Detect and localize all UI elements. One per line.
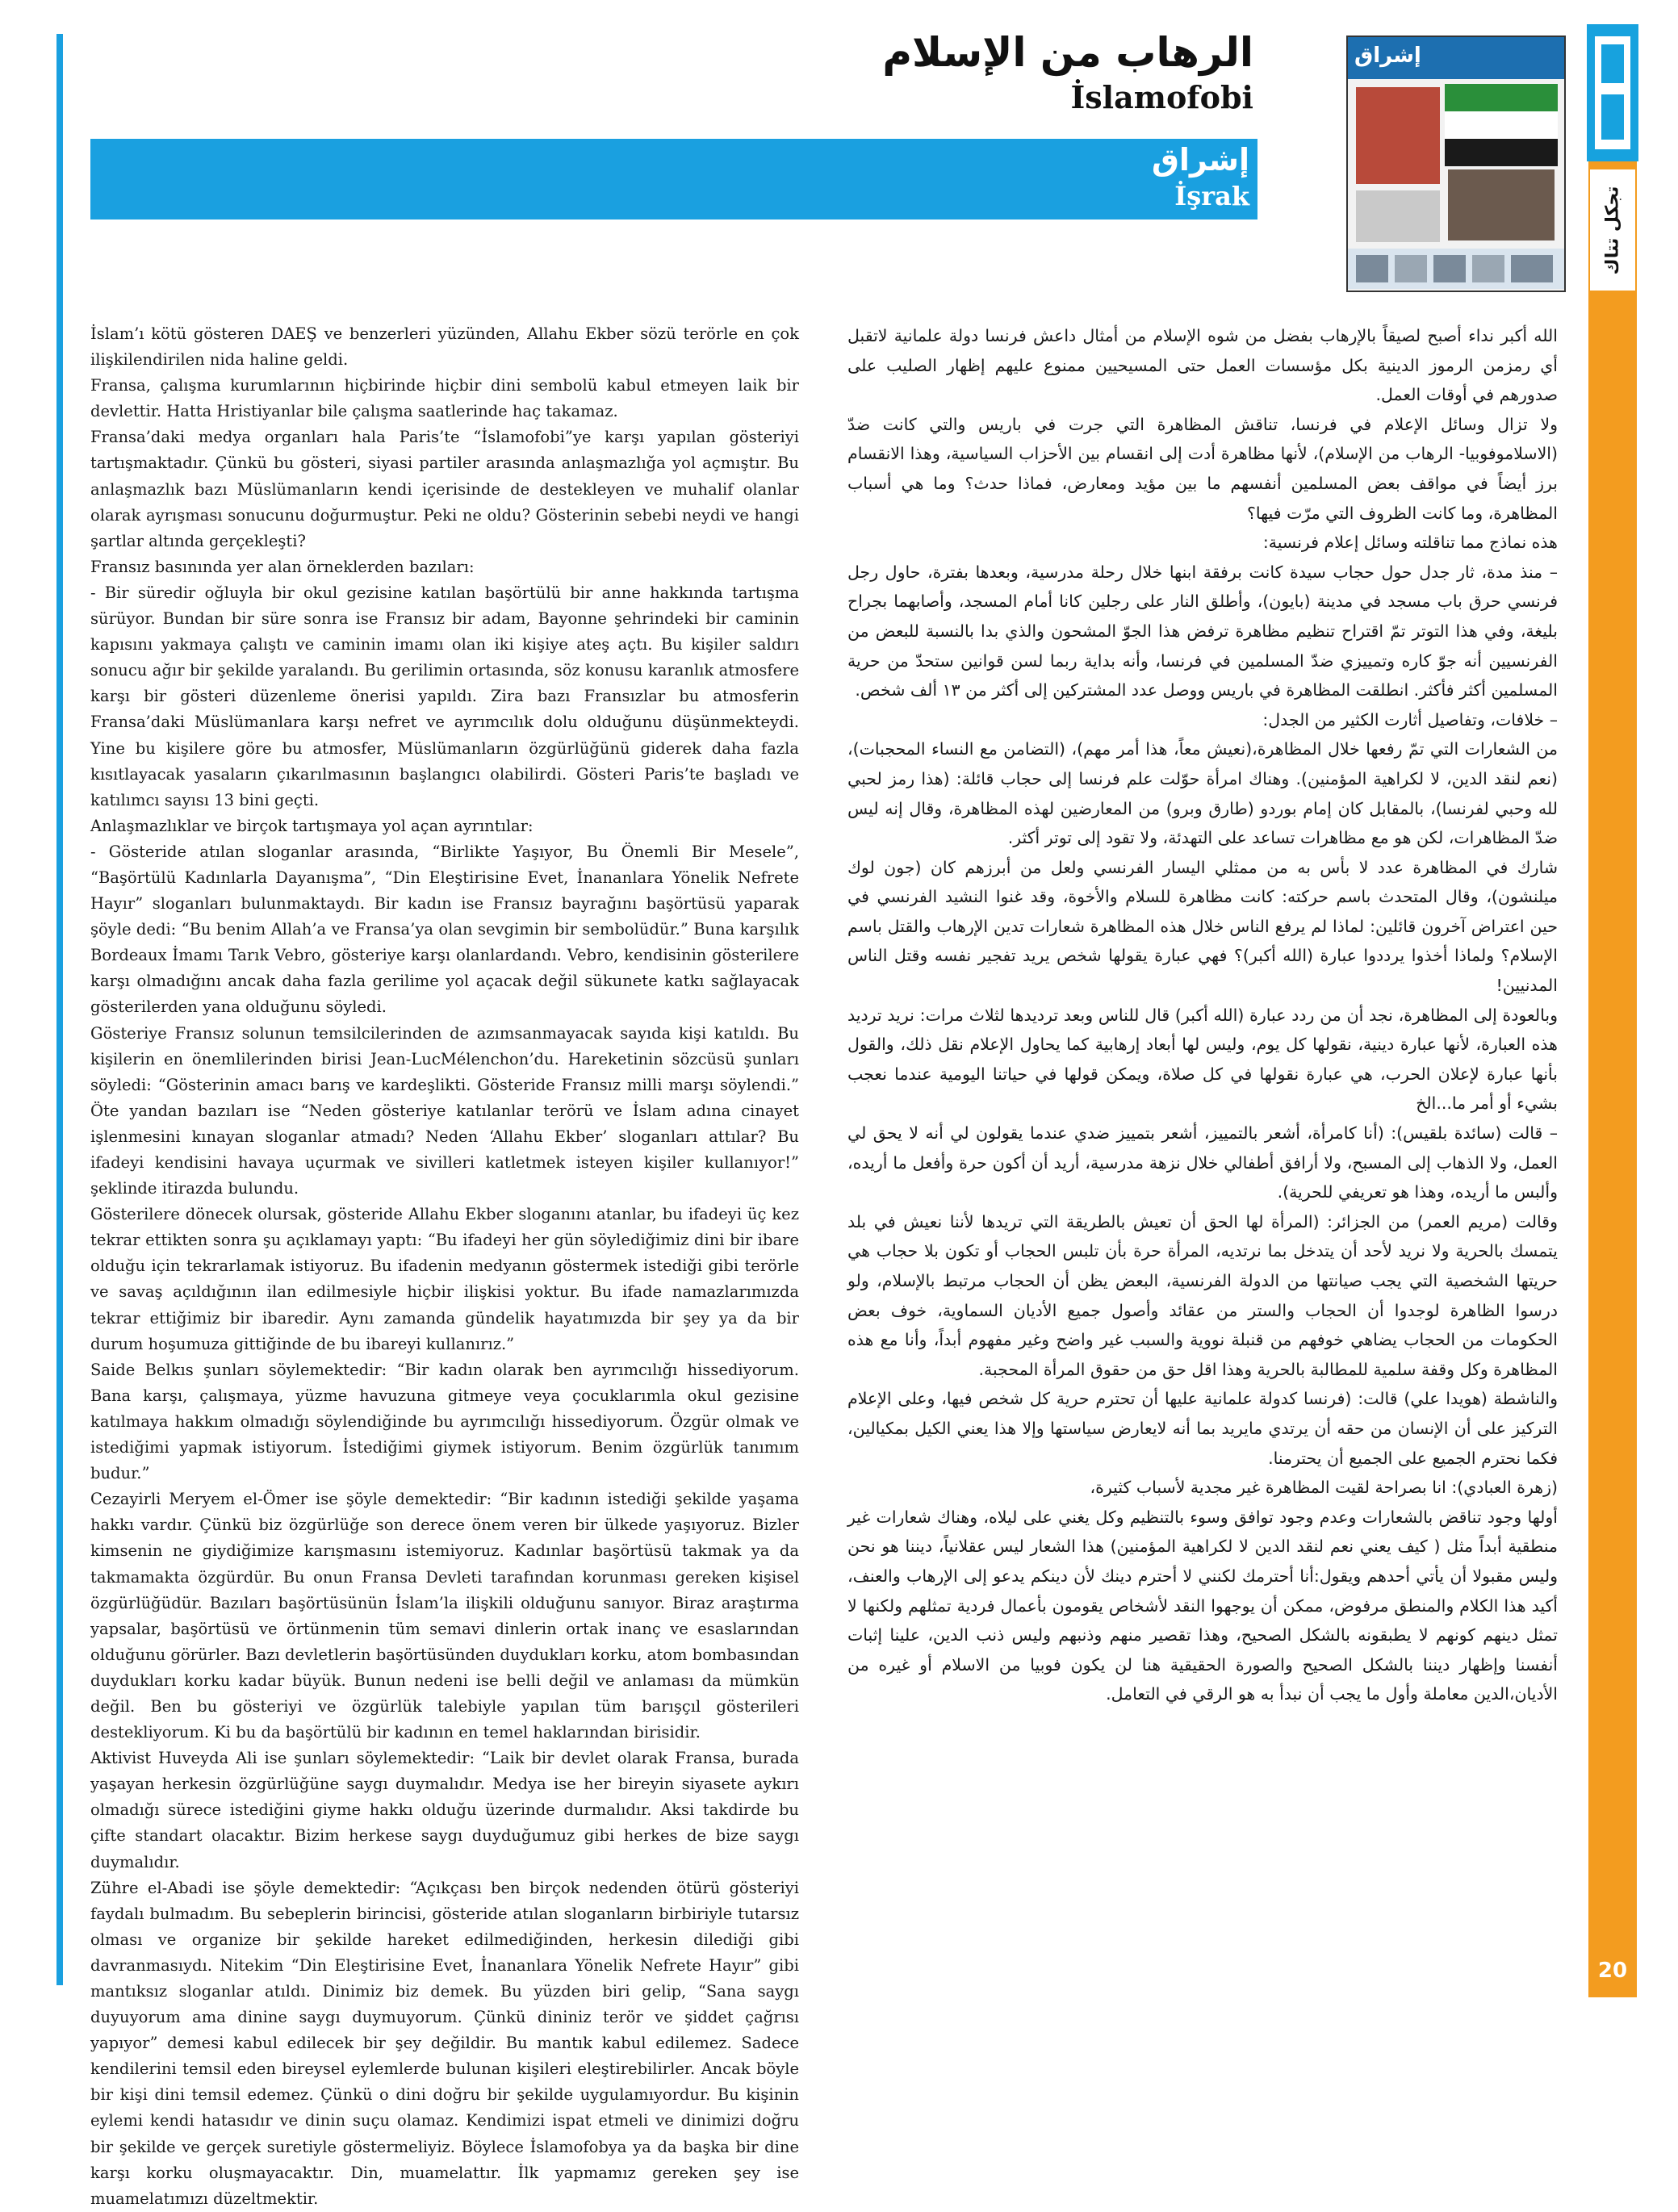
cover-photo xyxy=(1448,169,1555,240)
paragraph: (زهرة العبادي): انا بصراحة لقيت المظاهرة غير مجدية لأسباب كثيرة، xyxy=(1090,1478,1558,1498)
cover-thumbnail xyxy=(1433,255,1466,282)
section-name-turkish: İşrak xyxy=(1174,181,1249,211)
paragraph: ولا تزال وسائل الإعلام في فرنسا، تناقش المظاهرة التي جرت في باريس والتي كانت ضدّ (الاسلاموفوبيا- الرهاب من الإسلام)، لأنها مظاهرة أدت إلى انقسام بين الأحزاب السياسية، وهذا الانقسام برز أيضاً في مواقف بعض المسلمين أنفسهم ما بين مؤيد ومعارض، فماذا حدث؟ وما هي أسباب المظاهرة، وما كانت الظروف التي مرّت فيها؟ xyxy=(847,414,1558,523)
paragraph: Gösterilere dönecek olursak, gösteride Allahu Ekber sloganını atanlar, bu ifadeyi üç kez tekrar ettikten sonra şu açıklamayı yaptı: “Bu ifadeyi her gün söylediğimiz dini bir ibare olduğu için tekrarlamak istiyoruz. Bu ifadenin medyanın göstermek istediği gibi terörle ve savaş açıldığının ilan edilmesiyle hiçbir ilişkisi yoktur. Bu ifade namazlarımızda tekrar ettiğimiz bir ibaredir. Aynı zamanda gündelik hayatımızda bir şey ya da bir durum hoşumuza gittiğinde de bu ibareyi kullanırız.” xyxy=(90,1205,799,1353)
left-accent-rule xyxy=(56,34,63,1985)
article-title-arabic: الرهاب من الإسلام xyxy=(882,29,1253,76)
paragraph: Fransız basınında yer alan örneklerden bazıları: xyxy=(90,557,475,576)
cover-photo xyxy=(1356,87,1440,184)
paragraph: – خلافات، وتفاصيل أثارت الكثير من الجدل: xyxy=(1262,709,1558,730)
article-body-arabic xyxy=(847,321,1558,1709)
paragraph: وبالعودة إلى المظاهرة، نجد أن من ردد عبارة (الله أكبر) قال للناس وبعد ترديدها لثلاث مرات: نريد ترديد هذه العبارة، لأنها عبارة دينية، نقولها كل يوم، وليس لها أبعاد إرهابية كما يحاول الإعلام نقل ذلك، والقول بأنها عبارة لإعلان الحرب، هي عبارة نقولها في كل صلاة، ويمكن قولها في حياتنا اليومية عندما نعجب بشيء أو أمر ما...الخ xyxy=(847,1005,1558,1114)
paragraph: – منذ مدة، ثار جدل حول حجاب سيدة كانت برفقة ابنها خلال رحلة مدرسية، وبعدها بفترة، حاول رجل فرنسي حرق باب مسجد في مدينة (بايون)، وأطلق النار على رجلين كانا أمام المسجد، وأصابهما بجراح بليغة، وفي هذا التوتر تمّ اقتراح تنظيم مظاهرة ترفض هذا الجوّ المشحون والذي بدا بالنسبة للبعض من الفرنسيين أنه جوّ كاره وتمييزي ضدّ المسلمين في فرنسا، وأنه بداية ربما لسن قوانين ستحدّ من حرية المسلمين أكثر فأكثر. انطلقت المظاهرة في باريس ووصل عدد المشتركين إلى أكثر من ١٣ ألف شخص. xyxy=(847,562,1558,700)
cover-flag-stripe xyxy=(1445,139,1558,166)
magazine-logo xyxy=(1587,24,1638,161)
cover-photo xyxy=(1356,190,1440,242)
paragraph: من الشعارات التي تمّ رفعها خلال المظاهرة،(نعيش معاً، هذا أمر مهم)، (التضامن مع النساء المحجبات)، (نعم لنقد الدين، لا لكراهية المؤمنين). وهناك امرأة حوّلت علم فرنسا إلى حجاب قائلة: (هذا رمز لحبي لله وحبي لفرنسا)، بالمقابل كان إمام بوردو (طارق وبرو) من المعارضين لهذه المظاهرة، وقال إنه ليس ضدّ المظاهرات، لكن هو مع مظاهرات تساعد على التهدئة، ولا تقود إلى توتر أكثر. xyxy=(847,739,1558,848)
article-body-turkish xyxy=(90,321,799,2212)
page-number: 20 xyxy=(1597,1959,1628,1983)
paragraph: Cezayirli Meryem el-Ömer ise şöyle demektedir: “Bir kadının istediği şekilde yaşama hakkı vardır. Çünkü biz özgürlüğe son derece önem veren bir ülkede yaşıyoruz. Bizler kimsenin ne giydiğimize karışmasını istemiyoruz. Kadınlar başörtüsü takmak ya da takmamakta özgürdür. Bu onun Fransa Devleti tarafından korunması gereken kişisel özgürlüğüdür. Bazıları başörtüsünün İslam’la ilişkili olduğunu sanıyor. Biraz araştırma yapsalar, başörtüsü ve örtünmenin tüm semavi dinlerin ortak inanç ve esaslarından olduğunu görürler. Bazı devletlerin başörtüsünden duydukları korku, atom bombasından duydukları korku kadar büyük. Bunun nedeni ise belli değil ve anlaması da mümkün değil. Ben bu gösteriyi ve özgürlük talebiyle yapılan tüm barışçıl gösterileri destekliyorum. Ki bu da başörtülü bir kadının en temel haklarından birisidir. xyxy=(90,1490,799,1742)
paragraph: الله أكبر نداء أصبح لصيقاً بالإرهاب بفضل من شوه الإسلام من أمثال داعش فرنسا دولة علمانية لاتقبل أي رمزمن الرموز الدينية بكل مؤسسات العمل حتى المسيحيين ممنوع عليهم إظهار الصليب على صدورهم في أوقات العمل. xyxy=(847,326,1558,405)
section-banner xyxy=(90,139,1257,220)
article-title-turkish: İslamofobi xyxy=(1070,79,1253,115)
cover-flag-stripe xyxy=(1445,84,1558,111)
paragraph: Saide Belkıs şunları söylemektedir: “Bir kadın olarak ben ayrımcılığı hissediyorum. Bana karşı, çalışmaya, yüzme havuzuna gitmeye veya çocuklarımla okul gezisine katılmaya hakkım olmadığı söylendiğinde bu ayrımcılığı hissediyorum. Özgür olmak ve istediğimi yapmak istiyorum. İstediğimi giymek istiyorum. Benim özgürlük tanımım budur.” xyxy=(90,1360,799,1483)
paragraph: هذه نماذج مما تناقلته وسائل إعلام فرنسية: xyxy=(1262,533,1558,553)
paragraph: Gösteriye Fransız solunun temsilcilerinden de azımsanmayacak sayıda kişi katıldı. Bu kişilerin en önemlilerinden birisi Jean-LucMélenchon’du. Hareketinin sözcüsü şunları söyledi: “Gösterinin amacı barış ve kardeşlikti. Gösteride Fransız milli marşı söylendi.” Öte yandan bazıları ise “Neden gösteriye katılanlar terörü ve İslam adına cinayet işlenmesini kınayan sloganlar atmadı? Neden ‘Allahu Ekber’ sloganları attılar? Bu ifadeyi kendisini havaya uçurmak ve sivilleri katletmek isteyen kişiler kullanıyor!” şeklinde itirazda bulundu. xyxy=(90,1023,799,1198)
brand-side-strip xyxy=(1588,24,1637,1997)
paragraph: İslam’ı kötü gösteren DAEŞ ve benzerleri yüzünden, Allahu Ekber sözü terörle en çok ilişkilendirilen nida haline geldi. xyxy=(90,324,799,370)
brand-subtitle: تجكل تتاك xyxy=(1590,169,1635,291)
section-name-arabic: إشراق xyxy=(1151,142,1249,178)
paragraph: Zühre el-Abadi ise şöyle demektedir: “Açıkçası ben birçok nedenden ötürü gösteriyi faydalı bulmadım. Bu sebeplerin birincisi, gösteride atılan sloganların birbiriyle tutarsız olması ve organize bir şekilde hareket edilmediğinden, herkesin dilediği gibi davranmasıydı. Nitekim “Din Eleştirisine Evet, İnananlara Yönelik Nefrete Hayır” gibi mantıksız sloganlar atıldı. Dinimiz biz demek. Bu yüzden biri gelip, “Sana saygı duyuyorum ama dinine saygı duymuyorum. Çünkü dininiz terör ve şiddet çağrısı yapıyor” demesi kabul edilecek bir şey değildir. Bu mantık kabul edilemez. Sadece kendilerini temsil eden bireysel eylemlerde bulunan kişileri eleştirebilirler. Ancak böyle bir kişi dini temsil edemez. Çünkü o dini doğru bir şekilde uygulamıyordur. Bu kişinin eylemi kendi hatasıdır ve dinin suçu olamaz. Kendimizi ispat etmeli ve dinimizi doğru bir şekilde ve gerçek suretiyle göstermeliyiz. Böylece İslamofobya ya da başka bir dine karşı korku oluşmayacaktır. Din, muamelattır. İlk yapmamız gereken şey ise muamelatımızı düzeltmektir. xyxy=(90,1878,799,2208)
cover-flag-stripe xyxy=(1445,111,1558,139)
paragraph: وقالت (مريم العمر) من الجزائر: (المرأة لها الحق أن تعيش بالطريقة التي تريدها لأننا نعيش في بلد يتمسك بالحرية ولا نريد لأحد أن يتدخل بما نرتديه، المرأة حرة بأن تلبس الحجاب أو تكون بلا حجاب هي حريتها الشخصية التي يجب صيانتها من الدولة الفرنسية، البعض يظن أن الحجاب مرتبط بالإسلام، ولو درسوا الظاهرة لوجدوا أن الحجاب والستر من عقائد وأصول جميع الأديان السماوية، خوف بعض الحكومات من الحجاب يضاهي خوفهم من قنبلة نووية والسبب غير واضح وغير مفهوم أبداً، وأنا مع هذه المظاهرة وكل وقفة سلمية للمطالبة بالحرية وهذا اقل حق من حقوق المرأة المحجبة. xyxy=(847,1211,1558,1379)
paragraph: - Bir süredir oğluyla bir okul gezisine katılan başörtülü bir anne hakkında tartışma sürüyor. Bundan bir süre sonra ise Fransız bir adam, Bayonne şehrindeki bir caminin kapısını yakmaya çalıştı ve caminin imamı olan iki kişiye ateş açtı. Bu kişiler saldırı sonucu ağır bir şekilde yaralandı. Bu gerilimin ortasında, söz konusu karanlık atmosfere karşı bir gösteri düzenleme önerisi yapıldı. Zira bazı Fransızlar bu atmosferin Fransa’daki Müslümanlara karşı nefret ve ayrımcılık dolu olduğunu düşünmekteydi. Yine bu kişilere göre bu atmosfer, Müslümanların özgürlüğünü giderek daha fazla kısıtlayacak yasaların çıkarılmasının başlangıcı olabilirdi. Gösteri Paris’te başladı ve katılımcı sayısı 13 bini geçti. xyxy=(90,583,799,809)
cover-thumbnail xyxy=(1395,255,1427,282)
cover-thumbnail xyxy=(1472,255,1504,282)
paragraph: Fransa, çalışma kurumlarının hiçbirinde hiçbir dini sembolü kabul etmeyen laik bir devlettir. Hatta Hristiyanlar bile çalışma saatlerinde haç takamaz. xyxy=(90,376,799,421)
logo-mark-icon xyxy=(1595,36,1630,149)
paragraph: شارك في المظاهرة عدد لا بأس به من ممثلي اليسار الفرنسي ولعل من أبرزهم كان (جون لوك ميلنشون)، وقال المتحدث باسم حركته: كانت مظاهرة للسلام والأخوة، وقد غنوا النشيد الفرنسي في حين اعتراض آخرون قائلين: لماذا لم يرفع الناس خلال هذه المظاهرة شعارات تدين الإرهاب والقتل باسم الإسلام؟ ولماذا أخذوا يرددوا عبارة (الله أكبر)؟ فهي عبارة يقولها شخص يريد تفجير نفسه وقتل الناس المدنيين! xyxy=(847,857,1558,996)
cover-thumbnail xyxy=(1356,255,1388,282)
cover-title: إشراق xyxy=(1354,44,1421,68)
magazine-cover-image xyxy=(1346,36,1566,292)
paragraph: – قالت (سائدة بلقيس): (أنا كامرأة، أشعر بالتمييز، أشعر بتمييز ضدي عندما يقولون لي أنه لا يحق لي العمل، ولا الذهاب إلى المسبح، ولا أرافق أطفالي خلال نزهة مدرسية، أريد أن أكون حرة وأفعل ما أريده، وألبس ما أريده، وهذا هو تعريفي للحرية). xyxy=(847,1123,1558,1202)
paragraph: - Gösteride atılan sloganlar arasında, “Birlikte Yaşıyor, Bu Önemli Bir Mesele”, “Başörtülü Kadınlarla Dayanışma”, “Din Eleştirisine Evet, İnananlara Yönelik Nefrete Hayır” sloganları bulunmaktaydı. Bir kadın ise Fransız bayrağını başörtüsü yaparak şöyle dedi: “Bu benim Allah’a ve Fransa’ya olan sevgimin bir sembolüdür.” Buna karşılık Bordeaux İmamı Tarık Vebro, gösteriye karşı olanlardandı. Vebro, kendisinin gösterilere karşı olmadığını ancak daha fazla gerilime yol açacak değil sükunete katkı sağlayacak gösterilerden yana olduğunu söyledi. xyxy=(90,842,799,1017)
paragraph: Anlaşmazlıklar ve birçok tartışmaya yol açan ayrıntılar: xyxy=(90,816,534,835)
paragraph: أولها وجود تناقض بالشعارات وعدم وجود توافق وسوء بالتنظيم وكل يغني على ليلاه، وهناك شعارات غير منطقية أبداً مثل ( كيف يعني نعم لنقد الدين لا لكراهية المؤمنين) هذا الشعار ليس عقلانياً، ديننا هو نحن وليس مقبولا أن يأتي أحدهم ويقول:أنا أحترمك لكنني لا أحترم دينك لأن دينكم يدعو إلى الإرهاب والعنف، أكيد هذا الكلام والمنطق مرفوض، ممكن أن يوجهوا النقد لأشخاص يقومون بأعمال فردية تمثلهم ولكنها لا تمثل دينهم كونهم لا يطبقونه بالشكل الصحيح، وهذا تقصير منهم وذنبهم وليس ذنب الدين، علينا إثبات أنفسنا وإظهار ديننا بالشكل الصحيح والصورة الحقيقية هنا لن يكون فوبيا من الاسلام أو غيره من الأديان،الدين معاملة وأول ما يجب أن نبدأ به هو الرقي في التعامل. xyxy=(847,1507,1558,1704)
paragraph: Aktivist Huveyda Ali ise şunları söylemektedir: “Laik bir devlet olarak Fransa, burada yaşayan herkesin özgürlüğüne saygı duymalıdır. Medya ise her bireyin siyasete aykırı olmadığı sürece istediğini giyme hakkı olduğu üzerinde durmalıdır. Aksi takdirde bu çifte standart olacaktır. Bizim herkese saygı duyduğumuz gibi herkes de bize saygı duymalıdır. xyxy=(90,1749,799,1871)
cover-thumbnail xyxy=(1511,255,1553,282)
paragraph: Fransa’daki medya organları hala Paris’te “İslamofobi”ye karşı yapılan gösteriyi tartışmaktadır. Çünkü bu gösteri, siyasi partiler arasında anlaşmazlığa yol açmıştır. Bu anlaşmazlık bazı Müslümanların kendi içerisinde de destekleyen ve muhalif olanlar olarak ayrışması sonucunu doğurmuştur. Peki ne oldu? Gösterinin sebebi neydi ve hangi şartlar altında gerçekleşti? xyxy=(90,428,799,550)
paragraph: والناشطة (هويدا علي) قالت: (فرنسا كدولة علمانية عليها أن تحترم حرية كل شخص فيها، وعلى الإعلام التركيز على أن الإنسان من حقه أن يرتدي مايريد بما أنه لايعارض سياستها وإلا هذا يعني الكيل بمكيالين، فكما نحترم الجميع على الجميع أن يحترمنا. xyxy=(847,1389,1558,1468)
